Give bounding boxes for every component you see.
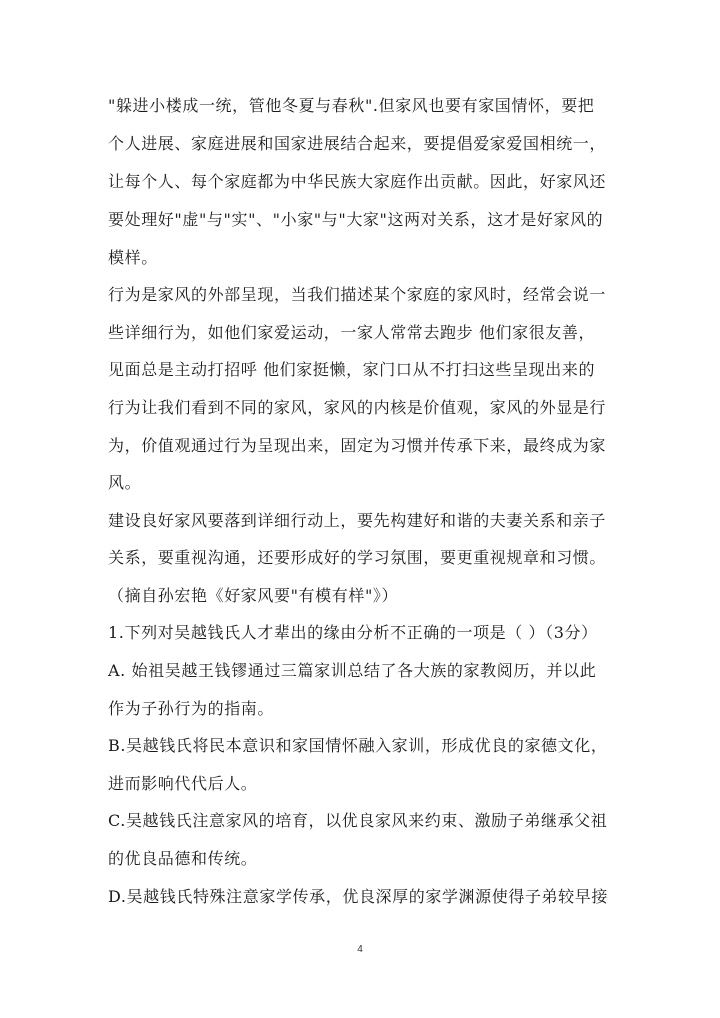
text-line: 行为是家风的外部呈现，当我们描述某个家庭的家风时，经常会说一 bbox=[108, 285, 607, 304]
option-b: B.吴越钱氏将民本意识和家国情怀融入家训，形成优良的家德文化， bbox=[108, 736, 608, 755]
text-line: 要处理好"虚"与"实"、"小家"与"大家"这两对关系，这才是好家风的 bbox=[108, 210, 604, 229]
option-c-cont: 的优良品德和传统。 bbox=[108, 849, 258, 868]
text-line: 建设良好家风要落到详细行动上，要先构建好和谐的夫妻关系和亲子 bbox=[108, 511, 607, 530]
source-citation: （摘自孙宏艳《好家风要"有模有样"》） bbox=[108, 586, 399, 605]
text-line: 见面总是主动打招呼 他们家挺懒，家门口从不打扫这些呈现出来的 bbox=[108, 360, 596, 379]
text-line: 模样。 bbox=[108, 248, 158, 267]
text-line: 关系，要重视沟通，还要形成好的学习氛围，要更重视规章和习惯。 bbox=[108, 548, 607, 567]
text-line: 让每个人、每个家庭都为中华民族大家庭作出贡献。因此，好家风还 bbox=[108, 172, 607, 191]
option-a-cont: 作为子孙行为的指南。 bbox=[108, 699, 275, 718]
text-line: 为，价值观通过行为呈现出来，固定为习惯并传承下来，最终成为家 bbox=[108, 436, 607, 455]
option-b-cont: 进而影响代代后人。 bbox=[108, 774, 258, 793]
text-line: 行为让我们看到不同的家风，家风的内核是价值观，家风的外显是行 bbox=[108, 398, 607, 417]
page-number: 4 bbox=[357, 944, 363, 955]
option-c: C.吴越钱氏注意家风的培育，以优良家风来约束、激励子弟继承父祖 bbox=[108, 811, 608, 830]
option-a: A. 始祖吴越王钱镠通过三篇家训总结了各大族的家教阅历，并以此 bbox=[108, 661, 597, 680]
text-line: 些详细行为，如他们家爱运动，一家人常常去跑步 他们家很友善， bbox=[108, 323, 596, 342]
text-line: 风。 bbox=[108, 473, 142, 492]
text-line: "躲进小楼成一统，管他冬夏与春秋".但家风也要有家国情怀，要把 bbox=[108, 96, 595, 115]
option-d: D.吴越钱氏特殊注意家学传承，优良深厚的家学渊源使得子弟较早接 bbox=[108, 887, 608, 906]
question-stem: 1.下列对吴越钱氏人才辈出的缘由分析不正确的一项是（ ）（3分） bbox=[108, 623, 598, 642]
text-line: 个人进展、家庭进展和国家进展结合起来，要提倡爱家爱国相统一， bbox=[108, 134, 607, 153]
